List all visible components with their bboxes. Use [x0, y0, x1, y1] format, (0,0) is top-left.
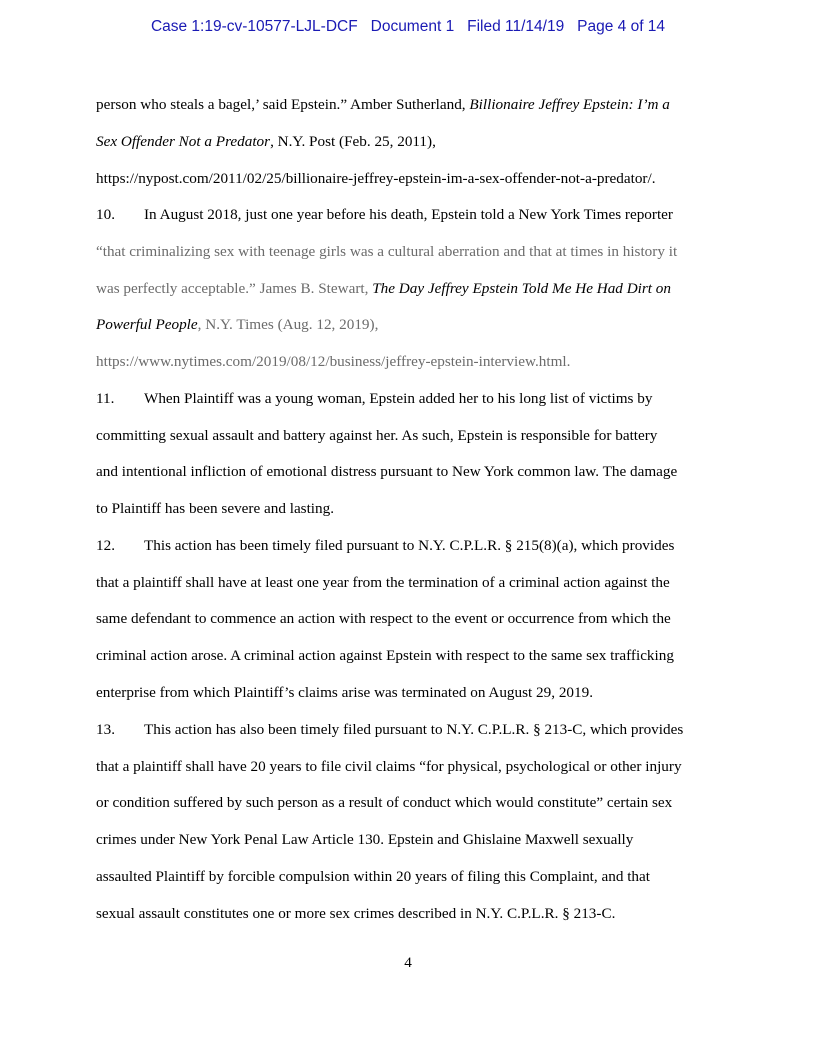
paragraph-number: 10. — [96, 206, 115, 223]
text-run: same defendant to commence an action with respect to the event or occurrence from which the — [96, 610, 671, 627]
paragraph-10-line — [96, 206, 673, 224]
text-run: and intentional infliction of emotional distress pursuant to New York common law. The damage — [96, 463, 678, 480]
text-run: person who steals a bagel,’ said Epstein.” Amber Sutherland, — [96, 96, 470, 113]
text-run: This action has been timely filed pursuant to N.Y. C.P.L.R. § 215(8)(a), which provides — [144, 537, 675, 554]
text-run: sexual assault constitutes one or more sex crimes described in N.Y. C.P.L.R. § 213-C. — [96, 905, 616, 922]
text-run: , N.Y. Times (Aug. 12, 2019), — [197, 316, 379, 333]
article-title: The Day Jeffrey Epstein Told Me He Had Dirt on — [372, 280, 671, 297]
text-line — [96, 868, 650, 886]
filed-date: Filed 11/14/19 — [467, 18, 565, 35]
page-of-pages: Page 4 of 14 — [577, 18, 666, 35]
paragraph-13-line — [96, 721, 683, 739]
text-run: that a plaintiff shall have 20 years to file civil claims “for physical, psychological or other injury — [96, 758, 682, 775]
text-run: committing sexual assault and battery against her. As such, Epstein is responsible for battery — [96, 427, 658, 444]
paragraph-12-line — [96, 537, 674, 555]
text-run: “that criminalizing sex with teenage girls was a cultural aberration and that at times in history it — [96, 243, 678, 260]
text-line — [96, 500, 334, 518]
text-line — [96, 427, 657, 445]
document-number: Document 1 — [370, 18, 455, 35]
text-run: that a plaintiff shall have at least one year from the termination of a criminal action against the — [96, 574, 670, 591]
url-line — [96, 170, 656, 188]
case-number: Case 1:19-cv-10577-LJL-DCF — [150, 18, 358, 35]
text-line — [96, 905, 615, 923]
article-title: Sex Offender Not a Predator — [96, 133, 271, 150]
quote-line — [96, 243, 677, 261]
paragraph-number: 13. — [96, 721, 115, 738]
article-title: Billionaire Jeffrey Epstein: I’m a — [469, 96, 670, 113]
text-line — [96, 133, 436, 151]
text-run: assaulted Plaintiff by forcible compulsion within 20 years of filing this Complaint, and that — [96, 868, 650, 885]
text-run: In August 2018, just one year before his death, Epstein told a New York Times reporter — [144, 206, 673, 223]
text-line — [96, 684, 593, 702]
text-run: This action has also been timely filed pursuant to N.Y. C.P.L.R. § 213-C, which provides — [144, 721, 684, 738]
citation-url: https://www.nytimes.com/2019/08/12/business/jeffrey-epstein-interview.html. — [96, 353, 571, 370]
text-line — [96, 96, 670, 114]
paragraph-11-line — [96, 390, 652, 408]
text-run: was perfectly acceptable.” James B. Stewart, — [96, 280, 373, 297]
text-line — [96, 280, 671, 298]
text-run: enterprise from which Plaintiff’s claims arise was terminated on August 29, 2019. — [96, 684, 594, 701]
text-run: When Plaintiff was a young woman, Epstein added her to his long list of victims by — [144, 390, 653, 407]
url-line — [96, 353, 570, 371]
citation-url: https://nypost.com/2011/02/25/billionaire-jeffrey-epstein-im-a-sex-offender-not-a-predator/. — [96, 170, 656, 187]
page-number: 4 — [404, 954, 412, 971]
text-line — [96, 831, 633, 849]
text-line — [96, 463, 677, 481]
text-line — [96, 574, 670, 592]
text-run: or condition suffered by such person as a result of conduct which would constitute” certain sex — [96, 794, 673, 811]
paragraph-number: 12. — [96, 537, 115, 554]
text-line — [96, 758, 682, 776]
article-title: Powerful People — [96, 316, 198, 333]
text-run: crimes under New York Penal Law Article 130. Epstein and Ghislaine Maxwell sexually — [96, 831, 634, 848]
text-line — [96, 647, 674, 665]
text-line — [96, 316, 378, 334]
text-line — [96, 794, 672, 812]
text-run: criminal action arose. A criminal action against Epstein with respect to the same sex trafficking — [96, 647, 674, 664]
ecf-header — [0, 18, 816, 36]
text-line — [96, 610, 671, 628]
text-run: to Plaintiff has been severe and lasting. — [96, 500, 335, 517]
text-run: , N.Y. Post (Feb. 25, 2011), — [270, 133, 436, 150]
paragraph-number: 11. — [96, 390, 115, 407]
